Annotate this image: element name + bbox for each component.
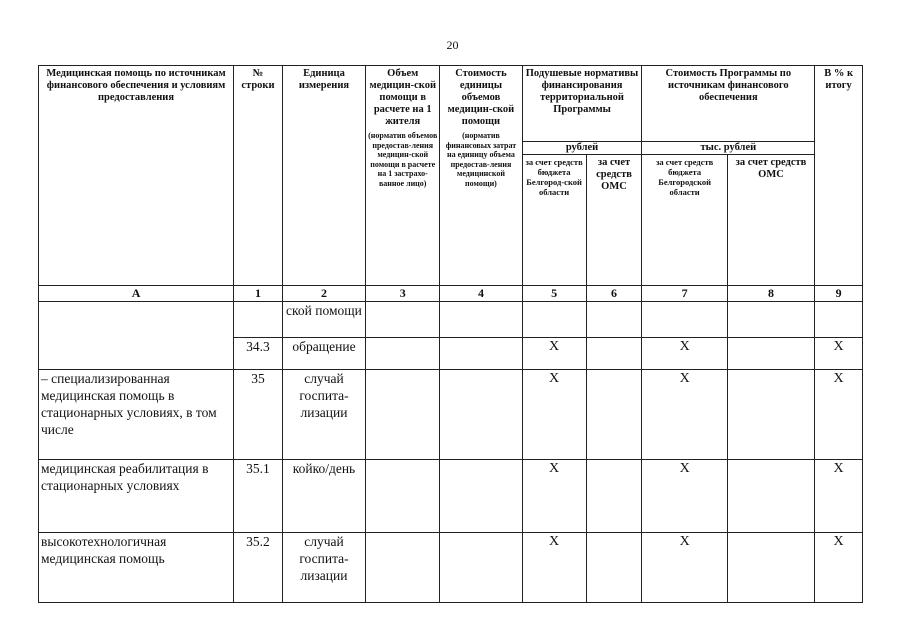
page-number: 20 [446, 38, 459, 52]
column-numbers-row [39, 285, 863, 301]
row-col-6 [586, 532, 642, 602]
column-number: 2 [282, 285, 365, 301]
row-col-3 [366, 370, 440, 460]
header-col-8: за счет средств ОМС [727, 155, 814, 285]
row-col-4 [440, 301, 522, 337]
row-col-9: Х [815, 337, 863, 369]
row-col-9: Х [815, 370, 863, 460]
column-number: 3 [366, 285, 440, 301]
row-unit: ской помощи [282, 301, 365, 337]
header-col-4-note: (норматив финансовых затрат на единицу объема предостав-ления медицинской помощи) [445, 131, 517, 188]
row-col-9: Х [815, 460, 863, 532]
column-number: 7 [642, 285, 727, 301]
row-col-8 [727, 532, 814, 602]
column-number: 8 [727, 285, 814, 301]
row-col-4 [440, 532, 522, 602]
row-col-7: Х [642, 460, 727, 532]
row-name: – специализированная медицинская помощь в стационарных условиях, в том числе [39, 370, 234, 460]
row-col-6 [586, 460, 642, 532]
column-number: 6 [586, 285, 642, 301]
row-unit: случай госпита-лизации [282, 370, 365, 460]
row-col-5 [522, 301, 586, 337]
row-col-9 [815, 301, 863, 337]
header-row [39, 66, 863, 142]
row-col-5: Х [522, 337, 586, 369]
row-col-5: Х [522, 532, 586, 602]
header-group-per-capita: Подушевые нормативы финансирования территориальной Программы [522, 66, 642, 142]
row-unit: койко/день [282, 460, 365, 532]
table-row [39, 532, 863, 602]
header-col-a: Медицинская помощь по источникам финансового обеспечения и условиям предоставления [39, 66, 234, 286]
row-number: 34.3 [234, 337, 283, 369]
row-col-3 [366, 337, 440, 369]
row-col-3 [366, 532, 440, 602]
table-row [39, 301, 863, 337]
header-col-7: за счет средств бюджета Белгородской области [642, 155, 727, 285]
column-number: 5 [522, 285, 586, 301]
row-col-4 [440, 460, 522, 532]
header-unit-thousand-rubles: тыс. рублей [642, 142, 815, 155]
row-col-7: Х [642, 370, 727, 460]
row-col-5: Х [522, 370, 586, 460]
header-col-2: Единица измерения [282, 66, 365, 286]
row-col-4 [440, 337, 522, 369]
header-col-4: Стоимость единицы объемов медицин-ской помощи (норматив финансовых затрат на единицу объема предостав-ления медицинской помощи) [440, 66, 522, 286]
row-col-7: Х [642, 532, 727, 602]
column-number: 4 [440, 285, 522, 301]
header-col-3-note: (норматив объемов предостав-ления медицин-ской помощи в расчете на 1 застрахо-ванное лицо) [368, 131, 438, 188]
header-col-1: № строки [234, 66, 283, 286]
row-col-3 [366, 460, 440, 532]
row-number [234, 301, 283, 337]
header-col-9: В % к итогу [815, 66, 863, 286]
row-col-5: Х [522, 460, 586, 532]
row-col-3 [366, 301, 440, 337]
row-number: 35 [234, 370, 283, 460]
row-number: 35.1 [234, 460, 283, 532]
header-group-program-cost: Стоимость Программы по источникам финансового обеспечения [642, 66, 815, 142]
row-number: 35.2 [234, 532, 283, 602]
row-col-7 [642, 301, 727, 337]
row-col-6 [586, 370, 642, 460]
row-col-8 [727, 370, 814, 460]
column-number: 1 [234, 285, 283, 301]
header-col-6: за счет средств ОМС [586, 155, 642, 285]
row-col-6 [586, 301, 642, 337]
row-unit: случай госпита-лизации [282, 532, 365, 602]
financing-table [38, 65, 863, 603]
header-col-5: за счет средств бюджета Белгород-ской области [522, 155, 586, 285]
row-col-9: Х [815, 532, 863, 602]
row-unit: обращение [282, 337, 365, 369]
row-col-4 [440, 370, 522, 460]
row-name: медицинская реабилитация в стационарных условиях [39, 460, 234, 532]
column-number: А [39, 285, 234, 301]
column-number: 9 [815, 285, 863, 301]
row-name: высокотехнологичная медицинская помощь [39, 532, 234, 602]
table-row [39, 460, 863, 532]
row-col-7: Х [642, 337, 727, 369]
table-row [39, 370, 863, 460]
row-col-8 [727, 460, 814, 532]
row-name [39, 301, 234, 369]
row-col-6 [586, 337, 642, 369]
row-col-8 [727, 301, 814, 337]
header-unit-rubles: рублей [522, 142, 642, 155]
row-col-8 [727, 337, 814, 369]
header-col-3: Объем медицин-ской помощи в расчете на 1 жителя (норматив объемов предостав-ления медицин-ской помощи в расчете на 1 застрахо-ванное лицо) [366, 66, 440, 286]
